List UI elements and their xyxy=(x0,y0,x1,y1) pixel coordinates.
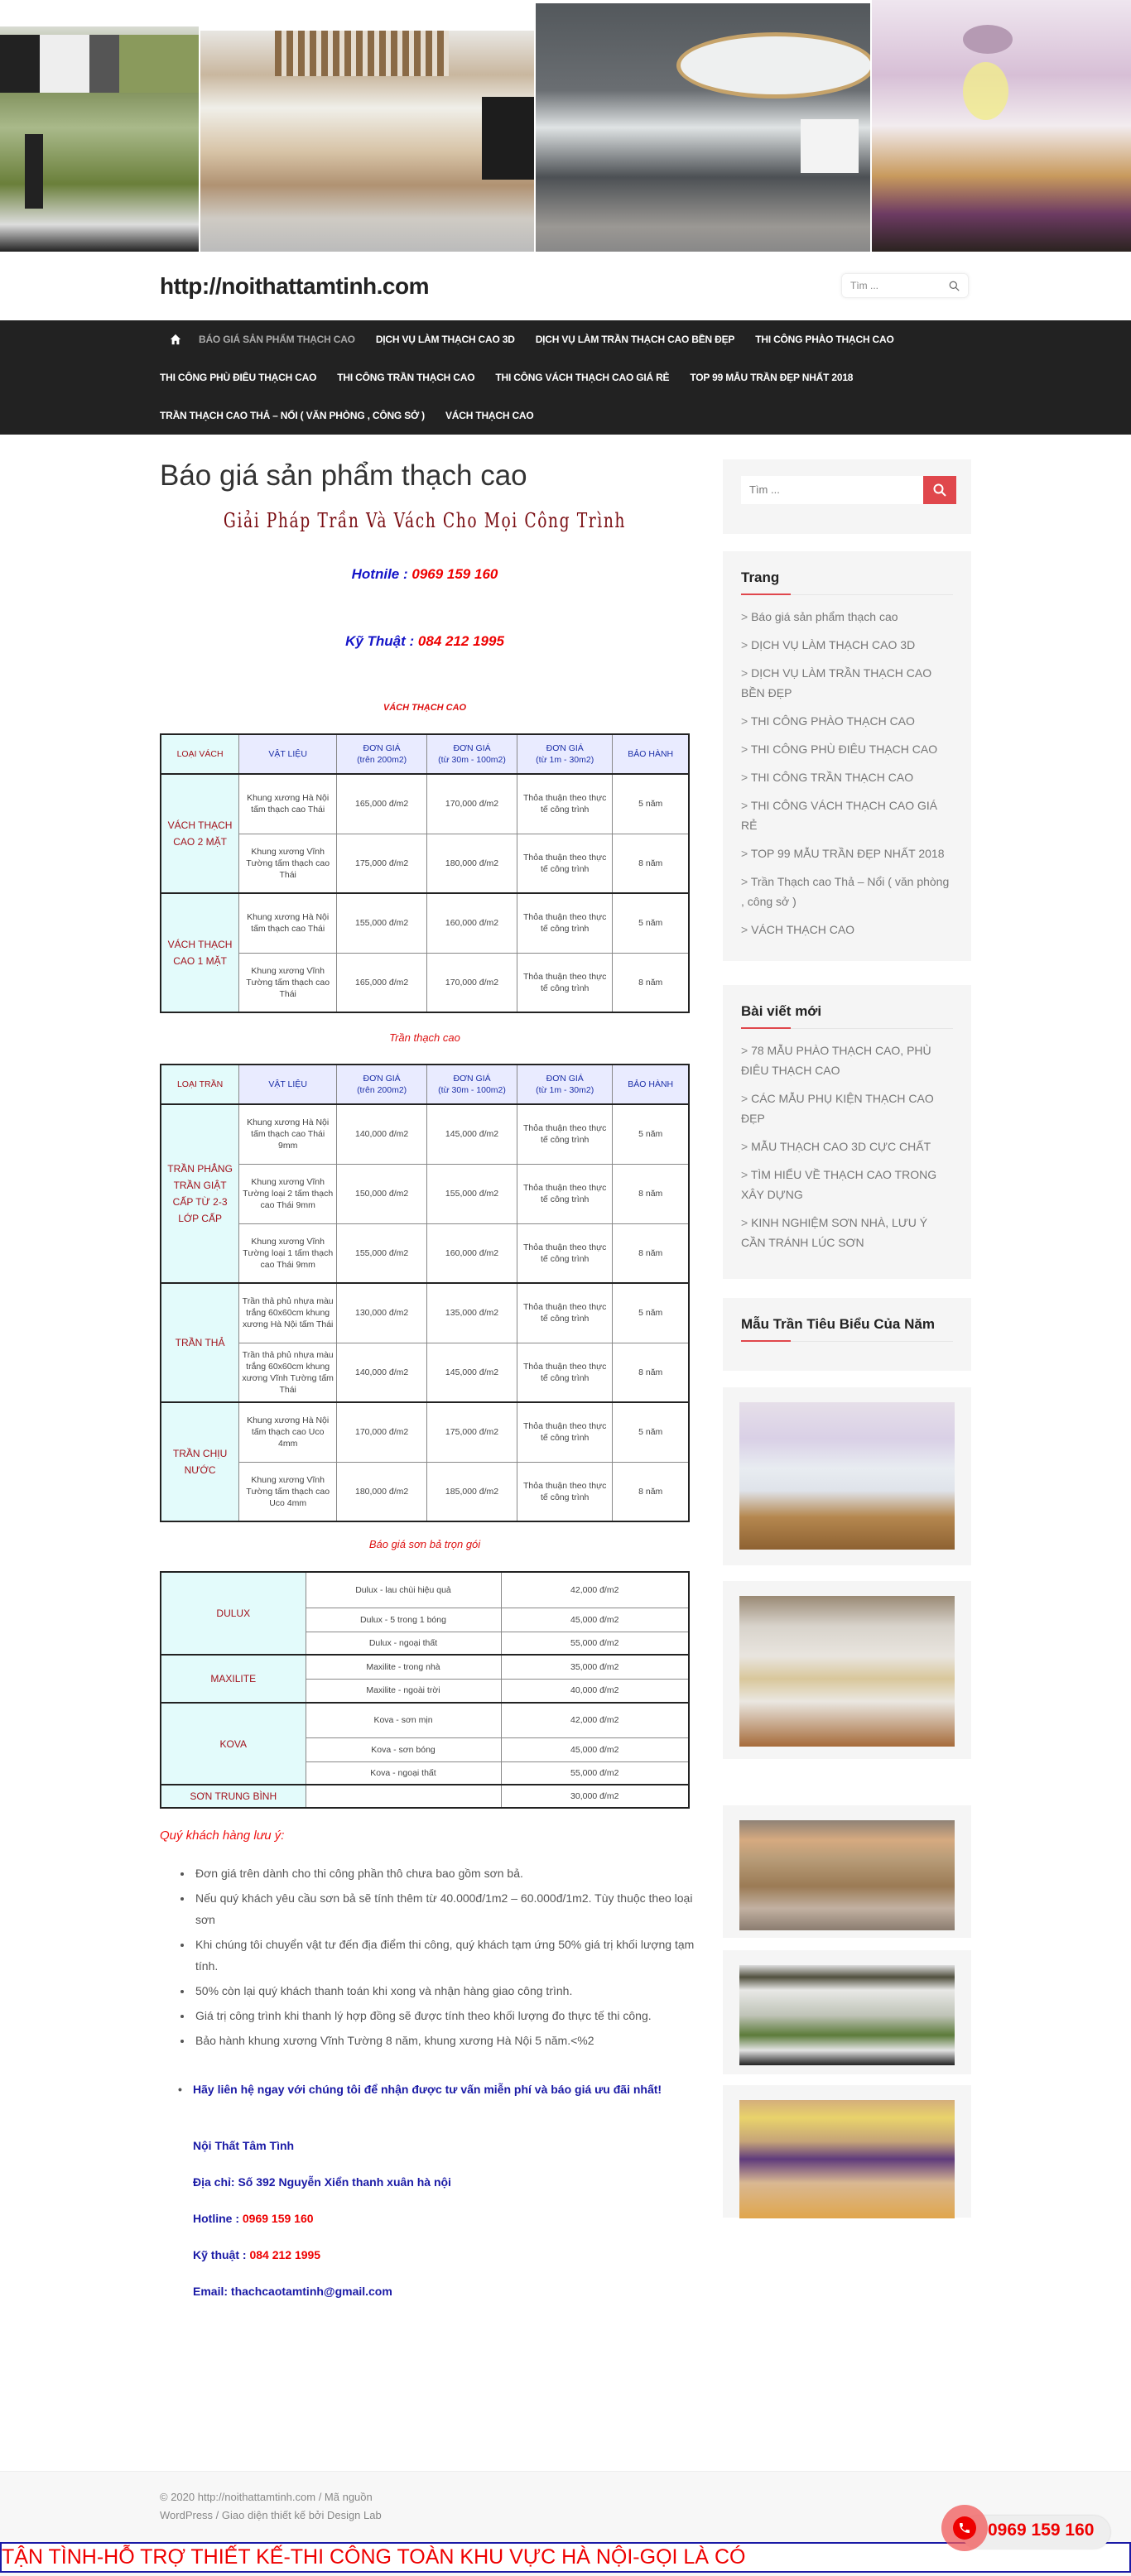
table-cell: 170,000 đ/m2 xyxy=(337,1402,427,1462)
vach-section-title: VÁCH THẠCH CAO xyxy=(383,703,467,713)
gallery-item-1[interactable] xyxy=(723,1387,971,1565)
table-brand-cell: DULUX xyxy=(161,1572,306,1655)
gallery-item-2[interactable] xyxy=(723,1581,971,1759)
table-cell: 150,000 đ/m2 xyxy=(337,1164,427,1223)
gallery-widget xyxy=(723,1298,971,1371)
sidebar-page-link[interactable]: > THI CÔNG PHÙ ĐIÊU THẠCH CAO xyxy=(741,739,953,759)
footer-copyright-link[interactable]: © 2020 http://noithattamtinh.com xyxy=(160,2491,316,2503)
gallery-item-4[interactable] xyxy=(723,1950,971,2074)
sidebar-page-link[interactable]: > THI CÔNG PHÀO THẠCH CAO xyxy=(741,711,953,731)
sidebar-post-link[interactable]: > MẪU THẠCH CAO 3D CỰC CHẤT xyxy=(741,1137,953,1156)
pages-widget-title: Trang xyxy=(741,570,953,595)
table-cell: 55,000 đ/m2 xyxy=(501,1761,689,1785)
contact-kythuat xyxy=(193,2248,698,2261)
table-cell: Thỏa thuận theo thực tế công trình xyxy=(517,774,613,834)
nav-item-tran[interactable]: THI CÔNG TRẦN THẠCH CAO xyxy=(337,372,475,383)
table-cell: Thỏa thuận theo thực tế công trình xyxy=(517,1462,613,1521)
table-header-cell: VẬT LIỆU xyxy=(239,734,337,774)
table-category-cell: TRẦN THẢ xyxy=(161,1283,239,1402)
table-cell: Kova - sơn bóng xyxy=(306,1737,501,1761)
table-cell: 160,000 đ/m2 xyxy=(427,893,517,953)
table-cell: 5 năm xyxy=(613,774,689,834)
note-item: • Giá trị công trình khi thanh lý hợp đồng sẽ được tính theo khối lượng đo thực tế thi công. xyxy=(193,2005,698,2026)
table-cell: 180,000 đ/m2 xyxy=(427,834,517,893)
nav-item-tran-tha-noi[interactable]: TRẦN THẠCH CAO THẢ – NỔI ( VĂN PHÒNG , CÔNG SỞ ) xyxy=(160,410,425,421)
table-header-cell: ĐƠN GIÁ (trên 200m2) xyxy=(337,1065,427,1104)
cta-text: Hãy liên hệ ngay với chúng tôi để nhận được tư vấn miễn phí và báo giá ưu đãi nhất! xyxy=(193,2083,662,2096)
nav-row-3 xyxy=(160,396,975,435)
table-brand-cell: SƠN TRUNG BÌNH xyxy=(161,1785,306,1808)
note-item: • Đơn giá trên dành cho thi công phần thô chưa bao gồm sơn bả. xyxy=(193,1862,698,1884)
recent-posts-title: Bài viết mới xyxy=(741,1003,953,1029)
contact-company: Nội Thất Tâm Tình xyxy=(193,2139,295,2152)
table-cell: 35,000 đ/m2 xyxy=(501,1655,689,1679)
nav-item-dich-vu-tran[interactable]: DỊCH VỤ LÀM TRẦN THẠCH CAO BỀN ĐẸP xyxy=(535,334,735,345)
table-cell: 130,000 đ/m2 xyxy=(337,1283,427,1343)
table-header-row xyxy=(161,1065,689,1104)
tran-price-table xyxy=(160,1064,690,1522)
table-cell: Thỏa thuận theo thực tế công trình xyxy=(517,834,613,893)
table-cell: 8 năm xyxy=(613,1462,689,1521)
nav-item-vach[interactable]: VÁCH THẠCH CAO xyxy=(445,410,534,421)
hotline-label: Hotnile : xyxy=(351,566,412,582)
note-item: • 50% còn lại quý khách thanh toán khi xong và nhận hàng giao công trình. xyxy=(193,1980,698,2002)
son-price-table xyxy=(160,1571,690,1809)
search-icon xyxy=(933,483,946,497)
table-row xyxy=(161,1343,689,1402)
table-cell: 140,000 đ/m2 xyxy=(337,1104,427,1164)
sidebar-page-link[interactable]: > VÁCH THẠCH CAO xyxy=(741,920,953,940)
table-cell: 55,000 đ/m2 xyxy=(501,1632,689,1655)
sidebar-post-link[interactable]: > CÁC MẪU PHỤ KIỆN THẠCH CAO ĐẸP xyxy=(741,1089,953,1128)
table-cell: Thỏa thuận theo thực tế công trình xyxy=(517,1343,613,1402)
table-cell: Thỏa thuận theo thực tế công trình xyxy=(517,1223,613,1283)
table-cell: Thỏa thuận theo thực tế công trình xyxy=(517,953,613,1012)
table-cell: 42,000 đ/m2 xyxy=(501,1572,689,1608)
table-cell: 165,000 đ/m2 xyxy=(337,953,427,1012)
marquee-text: TẬN TÌNH-HỖ TRỢ THIẾT KẾ-THI CÔNG TOÀN KHU VỰC HÀ NỘI-GỌI LÀ CÓ xyxy=(2,2545,746,2569)
main-nav xyxy=(0,320,1131,435)
bullet: • xyxy=(178,2083,182,2096)
table-cell: 5 năm xyxy=(613,1283,689,1343)
table-cell: Dulux - 5 trong 1 bóng xyxy=(306,1608,501,1632)
sidebar-search-button[interactable] xyxy=(923,476,956,504)
table-cell: 45,000 đ/m2 xyxy=(501,1608,689,1632)
table-header-cell: ĐƠN GIÁ (từ 30m - 100m2) xyxy=(427,1065,517,1104)
table-row xyxy=(161,1104,689,1164)
table-cell: 175,000 đ/m2 xyxy=(427,1402,517,1462)
notes-list xyxy=(193,1862,698,2055)
table-cell: Khung xương Hà Nội tấm thạch cao Thái xyxy=(239,774,337,834)
site-title[interactable]: http://noithattamtinh.com xyxy=(160,273,430,299)
table-cell: 145,000 đ/m2 xyxy=(427,1343,517,1402)
sidebar-search-widget xyxy=(723,459,971,534)
sidebar-page-link[interactable]: > DỊCH VỤ LÀM TRẦN THẠCH CAO BỀN ĐẸP xyxy=(741,663,953,703)
table-cell: Kova - sơn mịn xyxy=(306,1703,501,1737)
table-cell: 5 năm xyxy=(613,893,689,953)
table-cell: 40,000 đ/m2 xyxy=(501,1679,689,1703)
banner-image-purple-room xyxy=(872,0,1131,252)
contact-kythuat-label: Kỹ thuật : xyxy=(193,2248,250,2261)
sidebar-post-link[interactable]: > KINH NGHIỆM SƠN NHÀ, LƯU Ý CẦN TRÁNH LÚC SƠN xyxy=(741,1213,953,1252)
nav-item-phu-dieu[interactable]: THI CÔNG PHÙ ĐIÊU THẠCH CAO xyxy=(160,372,317,383)
kythuat-line xyxy=(160,633,690,650)
table-cell: 8 năm xyxy=(613,1343,689,1402)
gallery-image-purple-bedroom xyxy=(739,1402,955,1550)
table-row xyxy=(161,893,689,953)
table-cell: Dulux - ngoại thất xyxy=(306,1632,501,1655)
banner-image-bedroom xyxy=(200,31,534,252)
table-cell: 5 năm xyxy=(613,1402,689,1462)
sidebar-page-link[interactable]: > Trần Thạch cao Thả – Nổi ( văn phòng , công sở ) xyxy=(741,872,953,911)
vach-price-table xyxy=(160,733,690,1013)
table-cell: Khung xương Vĩnh Tường tấm thạch cao Thái xyxy=(239,953,337,1012)
table-header-cell: BẢO HÀNH xyxy=(613,734,689,774)
sidebar-page-link[interactable]: > THI CÔNG VÁCH THẠCH CAO GIÁ RẺ xyxy=(741,795,953,835)
sidebar-page-link[interactable]: > TOP 99 MẪU TRẦN ĐẸP NHẤT 2018 xyxy=(741,843,953,863)
contact-hotline-label: Hotline : xyxy=(193,2212,243,2225)
table-header-cell: ĐƠN GIÁ (từ 1m - 30m2) xyxy=(517,734,613,774)
table-cell: Thỏa thuận theo thực tế công trình xyxy=(517,1283,613,1343)
sidebar-search-input[interactable]: Tìm ... xyxy=(741,476,923,504)
cta-item xyxy=(178,2079,698,2099)
table-row xyxy=(161,1462,689,1521)
gallery-item-3[interactable] xyxy=(723,1805,971,1938)
table-cell: 170,000 đ/m2 xyxy=(427,774,517,834)
contact-hotline xyxy=(193,2212,698,2225)
table-header-cell: ĐƠN GIÁ (trên 200m2) xyxy=(337,734,427,774)
gallery-item-5[interactable] xyxy=(723,2085,971,2218)
table-cell: 140,000 đ/m2 xyxy=(337,1343,427,1402)
header-search-placeholder: Tìm ... xyxy=(850,280,878,291)
gallery-image-green-living xyxy=(739,1965,955,2065)
sidebar-post-link[interactable]: > 78 MẪU PHÀO THẠCH CAO, PHÙ ĐIÊU THẠCH CAO xyxy=(741,1040,953,1080)
table-cell: Maxilite - ngoài trời xyxy=(306,1679,501,1703)
contact-email[interactable]: Email: thachcaotamtinh@gmail.com xyxy=(193,2285,392,2298)
footer-wordpress-link[interactable]: Mã nguồn WordPress xyxy=(160,2491,373,2521)
header-banner xyxy=(0,0,1131,252)
table-cell: 42,000 đ/m2 xyxy=(501,1703,689,1737)
table-cell xyxy=(306,1785,501,1808)
table-cell: 30,000 đ/m2 xyxy=(501,1785,689,1808)
table-row xyxy=(161,953,689,1012)
table-cell: 165,000 đ/m2 xyxy=(337,774,427,834)
notes-title: Quý khách hàng lưu ý: xyxy=(160,1829,285,1843)
table-cell: Trần thả phủ nhựa màu trắng 60x60cm khung xương Vĩnh Tường tấm Thái xyxy=(239,1343,337,1402)
table-row xyxy=(161,1223,689,1283)
home-icon[interactable] xyxy=(170,334,181,345)
gallery-image-wood-bedroom xyxy=(739,1596,955,1747)
table-cell: Dulux - lau chùi hiệu quả xyxy=(306,1572,501,1608)
footer-separator: / xyxy=(213,2509,222,2521)
table-row xyxy=(161,1283,689,1343)
gallery-image-warm-bedroom xyxy=(739,1820,955,1930)
table-cell: Khung xương Hà Nội tấm thạch cao Thái xyxy=(239,893,337,953)
table-header-cell: ĐƠN GIÁ (từ 1m - 30m2) xyxy=(517,1065,613,1104)
table-cell: 160,000 đ/m2 xyxy=(427,1223,517,1283)
footer-theme-link[interactable]: Giao diện thiết kế bởi Design Lab xyxy=(221,2509,382,2521)
table-header-cell: LOẠI VÁCH xyxy=(161,734,239,774)
table-cell: 155,000 đ/m2 xyxy=(427,1164,517,1223)
pages-widget xyxy=(723,551,971,961)
table-cell: Thỏa thuận theo thực tế công trình xyxy=(517,1402,613,1462)
gallery-image-yellow-bedroom xyxy=(739,2100,955,2218)
table-cell: 155,000 đ/m2 xyxy=(337,1223,427,1283)
kythuat-label: Kỹ Thuật : xyxy=(345,633,418,649)
table-cell: Khung xương Vĩnh Tường tấm thạch cao Uco 4mm xyxy=(239,1462,337,1521)
header-search-input[interactable] xyxy=(841,273,969,298)
table-cell: 45,000 đ/m2 xyxy=(501,1737,689,1761)
contact-hotline-number[interactable]: 0969 159 160 xyxy=(242,2212,314,2225)
table-cell: 145,000 đ/m2 xyxy=(427,1104,517,1164)
table-cell: Khung xương Vĩnh Tường loại 1 tấm thạch cao Thái 9mm xyxy=(239,1223,337,1283)
nav-item-dich-vu-3d[interactable]: DỊCH VỤ LÀM THẠCH CAO 3D xyxy=(375,334,515,345)
table-cell: Thỏa thuận theo thực tế công trình xyxy=(517,893,613,953)
sidebar-page-link[interactable]: > DỊCH VỤ LÀM THẠCH CAO 3D xyxy=(741,635,953,655)
gallery-title: Mẫu Trần Tiêu Biểu Của Năm xyxy=(741,1316,953,1342)
table-cell: Trần thả phủ nhựa màu trắng 60x60cm khung xương Hà Nội tấm Thái xyxy=(239,1283,337,1343)
table-cell: 170,000 đ/m2 xyxy=(427,953,517,1012)
hotline-number: 0969 159 160 xyxy=(411,566,498,582)
sidebar-post-link[interactable]: > TÌM HIỂU VỀ THẠCH CAO TRONG XÂY DỰNG xyxy=(741,1165,953,1204)
table-cell: Khung xương Hà Nội tấm thạch cao Thái 9mm xyxy=(239,1104,337,1164)
phone-icon[interactable] xyxy=(953,2516,976,2540)
table-category-cell: VÁCH THẠCH CAO 1 MẶT xyxy=(161,893,239,1012)
kythuat-number: 084 212 1995 xyxy=(417,633,504,649)
table-header-cell: VẬT LIỆU xyxy=(239,1065,337,1104)
nav-item-vach-gia-re[interactable]: THI CÔNG VÁCH THẠCH CAO GIÁ RẺ xyxy=(495,372,670,383)
table-row xyxy=(161,1402,689,1462)
table-header-cell: LOẠI TRẦN xyxy=(161,1065,239,1104)
note-item: • Bảo hành khung xương Vĩnh Tường 8 năm, khung xương Hà Nội 5 năm.<%2 xyxy=(193,2030,698,2051)
search-icon[interactable] xyxy=(949,281,960,291)
table-cell: 175,000 đ/m2 xyxy=(337,834,427,893)
sidebar-page-link[interactable]: > Báo giá sản phẩm thạch cao xyxy=(741,607,953,627)
table-header-cell: BẢO HÀNH xyxy=(613,1065,689,1104)
table-row xyxy=(161,1164,689,1223)
note-item: • Nếu quý khách yêu cầu sơn bả sẽ tính thêm từ 40.000đ/1m2 – 60.000đ/1m2. Tùy thuộc theo loại sơn xyxy=(193,1887,698,1930)
table-cell: 185,000 đ/m2 xyxy=(427,1462,517,1521)
contact-kythuat-number[interactable]: 084 212 1995 xyxy=(249,2248,321,2261)
tran-section-title: Trần thạch cao xyxy=(389,1031,460,1044)
table-category-cell: TRẦN CHỊU NƯỚC xyxy=(161,1402,239,1521)
nav-row-1 xyxy=(160,320,975,358)
table-cell: Thỏa thuận theo thực tế công trình xyxy=(517,1164,613,1223)
table-cell: 8 năm xyxy=(613,1164,689,1223)
page-title: Báo giá sản phẩm thạch cao xyxy=(160,459,527,492)
table-header-cell: ĐƠN GIÁ (từ 30m - 100m2) xyxy=(427,734,517,774)
table-cell: 180,000 đ/m2 xyxy=(337,1462,427,1521)
table-cell: 8 năm xyxy=(613,1223,689,1283)
nav-item-phao[interactable]: THI CÔNG PHÀO THẠCH CAO xyxy=(755,334,894,345)
table-cell: 155,000 đ/m2 xyxy=(337,893,427,953)
table-cell: Khung xương Vĩnh Tường tấm thạch cao Thái xyxy=(239,834,337,893)
note-item: • Khi chúng tôi chuyển vật tư đến địa điểm thi công, quý khách tạm ứng 50% giá trị khối lượng tạm tính. xyxy=(193,1934,698,1977)
footer-separator: / xyxy=(315,2491,325,2503)
table-header-row xyxy=(161,734,689,774)
contact-address: Địa chỉ: Số 392 Nguyễn Xiển thanh xuân hà nội xyxy=(193,2175,451,2189)
recent-posts-list xyxy=(741,1040,953,1252)
table-brand-cell: KOVA xyxy=(161,1703,306,1785)
table-cell: Maxilite - trong nhà xyxy=(306,1655,501,1679)
banner-image-lounge xyxy=(536,3,870,252)
recent-posts-widget xyxy=(723,985,971,1279)
table-cell: Khung xương Vĩnh Tường loại 2 tấm thạch cao Thái 9mm xyxy=(239,1164,337,1223)
table-category-cell: VÁCH THẠCH CAO 2 MẶT xyxy=(161,774,239,893)
pages-list xyxy=(741,607,953,940)
nav-item-top99[interactable]: TOP 99 MẪU TRẦN ĐẸP NHẤT 2018 xyxy=(690,372,854,383)
table-cell: Thỏa thuận theo thực tế công trình xyxy=(517,1104,613,1164)
table-cell: Khung xương Hà Nội tấm thạch cao Uco 4mm xyxy=(239,1402,337,1462)
table-category-cell: TRẦN PHẲNG TRẦN GIẬT CẤP TỪ 2-3 LỚP CẤP xyxy=(161,1104,239,1283)
table-brand-cell: MAXILITE xyxy=(161,1655,306,1703)
table-row xyxy=(161,1785,689,1808)
table-row xyxy=(161,834,689,893)
table-row xyxy=(161,1572,689,1608)
son-section-title: Báo giá sơn bả trọn gói xyxy=(368,1538,481,1550)
banner-image-living-room xyxy=(0,26,199,252)
sidebar-page-link[interactable]: > THI CÔNG TRẦN THẠCH CAO xyxy=(741,767,953,787)
footer-credits xyxy=(160,2488,408,2525)
table-row xyxy=(161,1655,689,1679)
table-row xyxy=(161,774,689,834)
nav-item-bao-gia[interactable]: BÁO GIÁ SẢN PHẨM THẠCH CAO xyxy=(199,334,355,345)
nav-row-2 xyxy=(160,358,975,396)
table-cell: 5 năm xyxy=(613,1104,689,1164)
table-cell: 135,000 đ/m2 xyxy=(427,1283,517,1343)
slogan: Giải Pháp Trần Và Vách Cho Mọi Công Trình xyxy=(223,509,627,532)
hotline xyxy=(160,566,690,583)
table-row xyxy=(161,1703,689,1737)
call-number[interactable]: 0969 159 160 xyxy=(988,2521,1095,2540)
table-cell: 8 năm xyxy=(613,834,689,893)
table-cell: 8 năm xyxy=(613,953,689,1012)
table-cell: Kova - ngoại thất xyxy=(306,1761,501,1785)
